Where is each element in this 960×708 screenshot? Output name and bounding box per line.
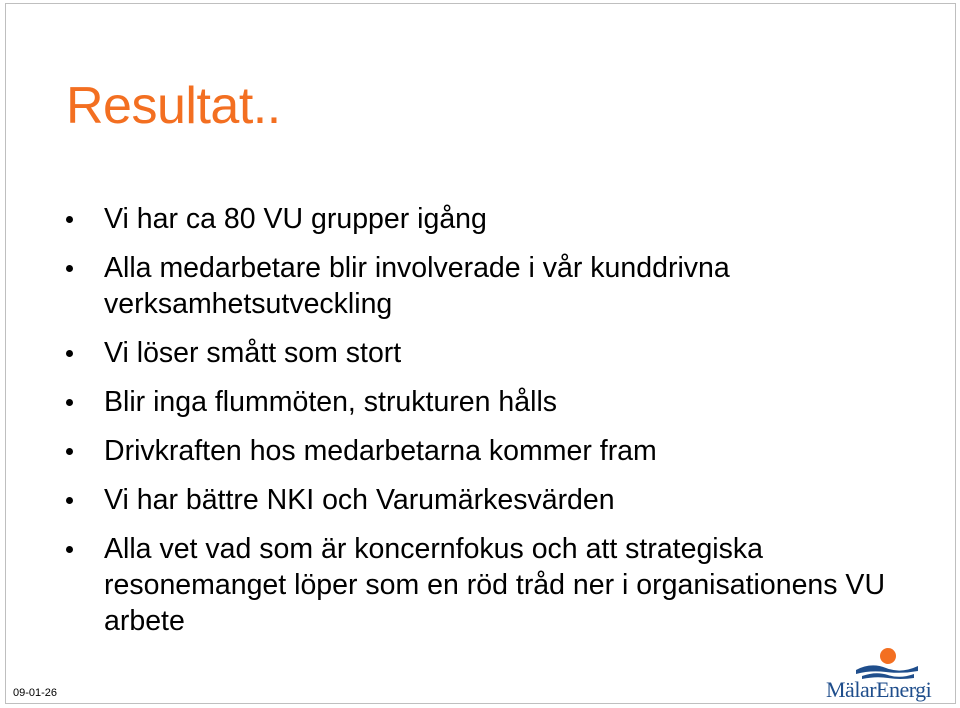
- bullet-text: Alla vet vad som är koncernfokus och att strategiska resonemanget löper som en röd tråd ner i organisationens VU arbete: [104, 533, 886, 637]
- bullet-item: [66, 335, 906, 371]
- slide-title: Resultat..: [66, 77, 281, 135]
- bullet-item: [66, 201, 906, 237]
- bullet-text: Blir inga flummöten, strukturen hålls: [104, 386, 558, 418]
- bullet-icon: [66, 350, 73, 357]
- bullet-text: Vi löser smått som stort: [104, 337, 402, 369]
- bullet-list: [66, 201, 906, 652]
- bullet-icon: [66, 216, 73, 223]
- bullet-item: [66, 250, 906, 322]
- bullet-icon: [66, 497, 73, 504]
- bullet-text: Alla medarbetare blir involverade i vår kunddrivna verksamhetsutveckling: [104, 252, 730, 320]
- bullet-item: [66, 482, 906, 518]
- bullet-item: [66, 531, 906, 639]
- bullet-item: [66, 384, 906, 420]
- bullet-icon: [66, 448, 73, 455]
- bullet-icon: [66, 546, 73, 553]
- bullet-icon: [66, 265, 73, 272]
- bullet-text: Drivkraften hos medarbetarna kommer fram: [104, 435, 657, 467]
- logo-text: MälarEnergi: [826, 677, 932, 702]
- bullet-text: Vi har ca 80 VU grupper igång: [104, 203, 487, 235]
- bullet-icon: [66, 399, 73, 406]
- bullet-text: Vi har bättre NKI och Varumärkesvärden: [104, 484, 615, 516]
- footer-date: 09-01-26: [13, 687, 58, 699]
- malarenergi-logo: [826, 644, 946, 706]
- bullet-item: [66, 433, 906, 469]
